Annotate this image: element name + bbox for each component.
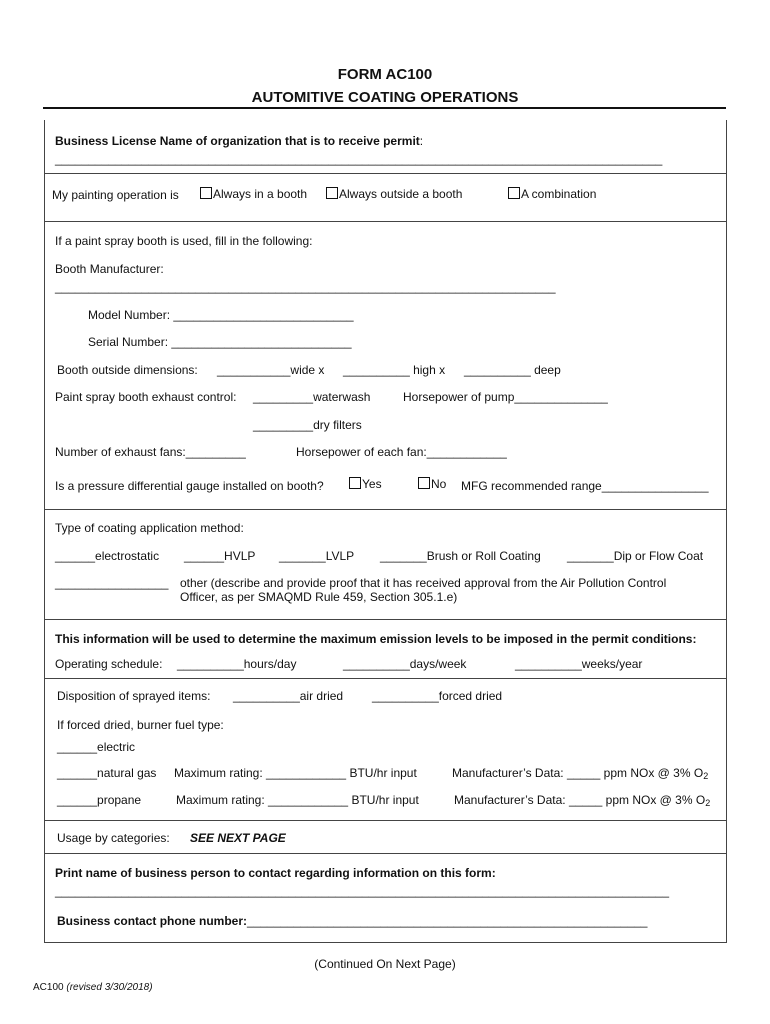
contact-name-input[interactable]: ____________________________________________________________________________________________ — [55, 884, 669, 898]
operating-schedule-label: Operating schedule: — [55, 657, 163, 671]
electrostatic-field[interactable]: ______electrostatic — [55, 549, 160, 563]
brush-roll-field[interactable]: _______Brush or Roll Coating — [380, 549, 541, 563]
pump-horsepower-field[interactable]: Horsepower of pump______________ — [403, 390, 608, 404]
natural-gas-max-rating-field[interactable]: Maximum rating: ____________ BTU/hr input — [174, 766, 417, 780]
contact-phone-label: Business contact phone number: — [57, 914, 248, 928]
natural-gas-mfr-data-field[interactable] — [452, 766, 708, 781]
checkbox-always-outside-booth[interactable] — [326, 187, 462, 201]
revision-date: (revised 3/30/2018) — [66, 982, 153, 993]
contact-phone-row[interactable] — [57, 914, 647, 928]
checkbox-gauge-yes[interactable] — [349, 477, 382, 491]
section-divider — [44, 173, 726, 174]
booth-dimensions-label: Booth outside dimensions: — [57, 363, 198, 377]
checkbox-icon — [508, 187, 520, 199]
section-divider — [44, 619, 726, 620]
mfr-data-text: Manufacturer’s Data: _____ ppm NOx @ 3% O — [452, 766, 704, 780]
see-next-page: SEE NEXT PAGE — [190, 831, 286, 845]
gauge-no-label: No — [431, 477, 447, 491]
coating-method-label: Type of coating application method: — [55, 521, 244, 535]
hvlp-field[interactable]: ______HVLP — [184, 549, 256, 563]
model-number-field[interactable]: Model Number: ___________________________ — [88, 308, 354, 322]
section-divider — [44, 678, 726, 679]
contact-name-label: Print name of business person to contact regarding information on this form: — [55, 866, 496, 880]
booth-manufacturer-input[interactable]: ___________________________________________________________________________ — [55, 280, 556, 294]
painting-operation-label: My painting operation is — [52, 188, 179, 202]
emission-notice: This information will be used to determine the maximum emission levels to be imposed in the permit conditions: — [55, 632, 697, 646]
propane-max-rating-field[interactable]: Maximum rating: ____________ BTU/hr input — [176, 793, 419, 807]
propane-field[interactable]: ______propane — [57, 793, 142, 807]
continued-note: (Continued On Next Page) — [314, 957, 456, 971]
dimension-high-field[interactable]: __________ high x — [343, 363, 446, 377]
form-footer — [33, 982, 153, 993]
checkbox-always-in-booth[interactable] — [200, 187, 307, 201]
booth-manufacturer-label: Booth Manufacturer: — [55, 262, 164, 276]
mfg-range-field[interactable]: MFG recommended range________________ — [461, 479, 709, 493]
option-always-in-booth-label: Always in a booth — [213, 187, 308, 201]
electric-field[interactable]: ______electric — [57, 740, 136, 754]
burner-fuel-label: If forced dried, burner fuel type: — [57, 718, 224, 732]
other-method-text-1: other (describe and provide proof that it has received approval from the Air Pollution Control — [180, 576, 667, 590]
forced-dried-field[interactable]: __________forced dried — [372, 689, 503, 703]
option-combination-label: A combination — [521, 187, 597, 201]
business-license-colon: : — [419, 134, 424, 148]
form-code: AC100 — [33, 982, 64, 993]
natural-gas-field[interactable]: ______natural gas — [57, 766, 157, 780]
air-dried-field[interactable]: __________air dried — [233, 689, 344, 703]
form-id: FORM AC100 — [337, 66, 433, 83]
days-per-week-field[interactable]: __________days/week — [343, 657, 467, 671]
exhaust-control-label: Paint spray booth exhaust control: — [55, 390, 237, 404]
booth-intro: If a paint spray booth is used, fill in the following: — [55, 234, 313, 248]
lvlp-field[interactable]: _______LVLP — [279, 549, 355, 563]
checkbox-combination[interactable] — [508, 187, 596, 201]
section-divider — [44, 509, 726, 510]
business-license-label — [55, 134, 423, 148]
checkbox-icon — [349, 477, 361, 489]
dip-flow-field[interactable]: _______Dip or Flow Coat — [567, 549, 704, 563]
checkbox-icon — [326, 187, 338, 199]
propane-mfr-data-field[interactable] — [454, 793, 710, 808]
section-divider — [44, 853, 726, 854]
serial-number-field[interactable]: Serial Number: ___________________________ — [88, 335, 352, 349]
dimension-wide-field[interactable]: ___________wide x — [217, 363, 325, 377]
contact-phone-input[interactable]: ____________________________________________________________ — [247, 914, 648, 928]
dry-filters-field[interactable]: _________dry filters — [253, 418, 362, 432]
weeks-per-year-field[interactable]: __________weeks/year — [515, 657, 643, 671]
other-method-text-2: Officer, as per SMAQMD Rule 459, Section 305.1.e) — [180, 590, 458, 604]
o2-subscript: 2 — [703, 771, 709, 781]
form-title: AUTOMITIVE COATING OPERATIONS — [251, 89, 519, 106]
option-always-outside-booth-label: Always outside a booth — [339, 187, 463, 201]
section-divider — [44, 820, 726, 821]
pressure-gauge-label: Is a pressure differential gauge installed on booth? — [55, 479, 324, 493]
other-method-input[interactable]: _________________ — [55, 576, 169, 590]
dimension-deep-field[interactable]: __________ deep — [464, 363, 561, 377]
disposition-label: Disposition of sprayed items: — [57, 689, 211, 703]
mfr-data-text: Manufacturer’s Data: _____ ppm NOx @ 3% O — [454, 793, 706, 807]
gauge-yes-label: Yes — [362, 477, 382, 491]
checkbox-gauge-no[interactable] — [418, 477, 446, 491]
checkbox-icon — [200, 187, 212, 199]
section-divider — [44, 221, 726, 222]
checkbox-icon — [418, 477, 430, 489]
o2-subscript: 2 — [705, 798, 711, 808]
header-rule — [43, 107, 726, 109]
hours-per-day-field[interactable]: __________hours/day — [177, 657, 297, 671]
usage-categories-label: Usage by categories: — [57, 831, 170, 845]
waterwash-field[interactable]: _________waterwash — [253, 390, 371, 404]
exhaust-fans-field[interactable]: Number of exhaust fans:_________ — [55, 445, 246, 459]
fan-horsepower-field[interactable]: Horsepower of each fan:____________ — [296, 445, 507, 459]
business-license-input[interactable]: ___________________________________________________________________________________________ — [55, 152, 663, 166]
business-license-label-text: Business License Name of organization that is to receive permit — [55, 134, 420, 148]
